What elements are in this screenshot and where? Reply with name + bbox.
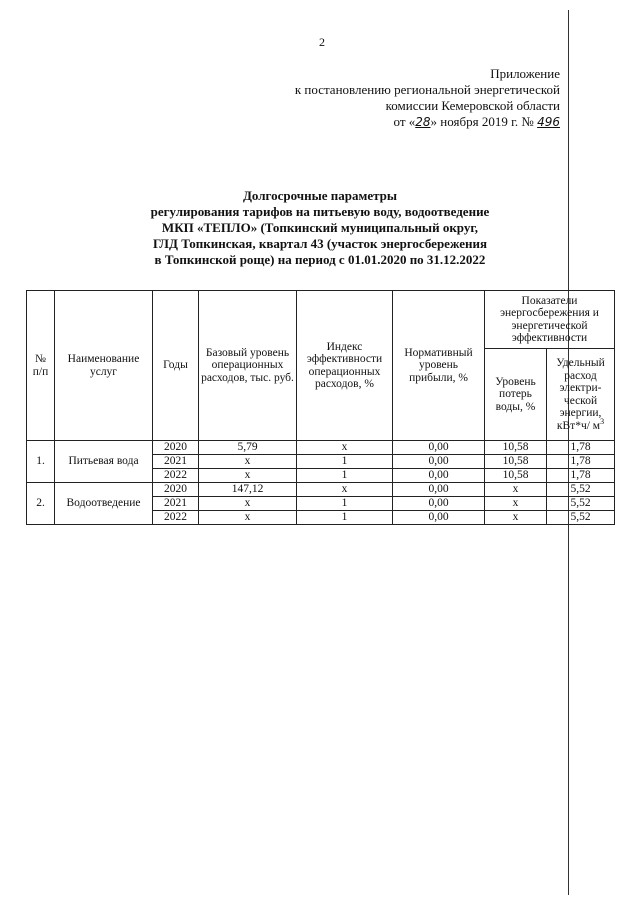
- cell-year: 2020: [153, 441, 199, 455]
- cell-profit: 0,00: [393, 483, 485, 497]
- cell-base: 5,79: [199, 441, 297, 455]
- cell-consumption: 5,52: [547, 483, 615, 497]
- cell-consumption: 1,78: [547, 441, 615, 455]
- cell-consumption: 5,52: [547, 497, 615, 511]
- cell-loss: х: [485, 497, 547, 511]
- group-num: 1.: [27, 441, 55, 483]
- cell-profit: 0,00: [393, 469, 485, 483]
- cell-base: х: [199, 455, 297, 469]
- parameters-table: [26, 290, 615, 525]
- cell-base: х: [199, 469, 297, 483]
- table-row: [27, 483, 615, 497]
- cell-base: х: [199, 497, 297, 511]
- annex-line: к постановлению региональной энергетической: [294, 82, 560, 97]
- page-number: 2: [319, 35, 325, 49]
- cell-profit: 0,00: [393, 497, 485, 511]
- header-consumption-sup: 3: [600, 416, 605, 426]
- handwritten-number: 496: [537, 115, 560, 129]
- cell-loss: 10,58: [485, 469, 547, 483]
- header-num: № п/п: [27, 291, 55, 441]
- title-line: ГЛД Топкинская, квартал 43 (участок энергосбережения: [153, 236, 487, 251]
- cell-loss: 10,58: [485, 455, 547, 469]
- cell-base: х: [199, 511, 297, 525]
- cell-loss: 10,58: [485, 441, 547, 455]
- annex-date-line: [295, 114, 560, 130]
- title-line: Долгосрочные параметры: [242, 188, 398, 203]
- header-base-opex: Базовый уровень операционных расходов, тыс. руб.: [199, 291, 297, 441]
- title-line: в Топкинской роще) на период с 01.01.2020 по 31.12.2022: [154, 252, 486, 267]
- cell-index: 1: [297, 511, 393, 525]
- title-line: регулирования тарифов на питьевую воду, водоотведение: [150, 204, 490, 219]
- cell-index: 1: [297, 455, 393, 469]
- header-efficiency-index: Индекс эффективности операционных расходов, %: [297, 291, 393, 441]
- date-prefix: от «: [393, 114, 416, 129]
- header-water-loss: Уровень потерь воды, %: [485, 349, 547, 441]
- handwritten-day: 28: [415, 115, 431, 129]
- header-consumption-text: Удельный расход электри-ческой энергии, кВт*ч/ м: [556, 357, 605, 432]
- date-middle: » ноября 2019 г. №: [430, 114, 534, 129]
- cell-index: х: [297, 441, 393, 455]
- cell-profit: 0,00: [393, 455, 485, 469]
- table-row: [27, 441, 615, 455]
- cell-year: 2021: [153, 497, 199, 511]
- annex-block: [295, 66, 560, 130]
- cell-index: 1: [297, 497, 393, 511]
- cell-profit: 0,00: [393, 511, 485, 525]
- cell-index: 1: [297, 469, 393, 483]
- document-title: [60, 188, 580, 268]
- cell-consumption: 1,78: [547, 455, 615, 469]
- cell-profit: 0,00: [393, 441, 485, 455]
- cell-index: х: [297, 483, 393, 497]
- group-service: Питьевая вода: [55, 441, 153, 483]
- cell-loss: х: [485, 511, 547, 525]
- cell-consumption: 1,78: [547, 469, 615, 483]
- group-service: Водоотведение: [55, 483, 153, 525]
- cell-year: 2022: [153, 469, 199, 483]
- annex-title: Приложение: [490, 66, 560, 81]
- header-profit: Нормативный уровень прибыли, %: [393, 291, 485, 441]
- cell-year: 2020: [153, 483, 199, 497]
- annex-line: комиссии Кемеровской области: [385, 98, 560, 113]
- cell-base: 147,12: [199, 483, 297, 497]
- cell-year: 2021: [153, 455, 199, 469]
- header-years: Годы: [153, 291, 199, 441]
- header-energy-consumption: [547, 349, 615, 441]
- cell-loss: х: [485, 483, 547, 497]
- title-line: МКП «ТЕПЛО» (Топкинский муниципальный округ,: [161, 220, 479, 235]
- group-num: 2.: [27, 483, 55, 525]
- header-energy-group: Показатели энергосбережения и энергетической эффективности: [485, 291, 615, 349]
- header-service: Наименование услуг: [55, 291, 153, 441]
- cell-year: 2022: [153, 511, 199, 525]
- cell-consumption: 5,52: [547, 511, 615, 525]
